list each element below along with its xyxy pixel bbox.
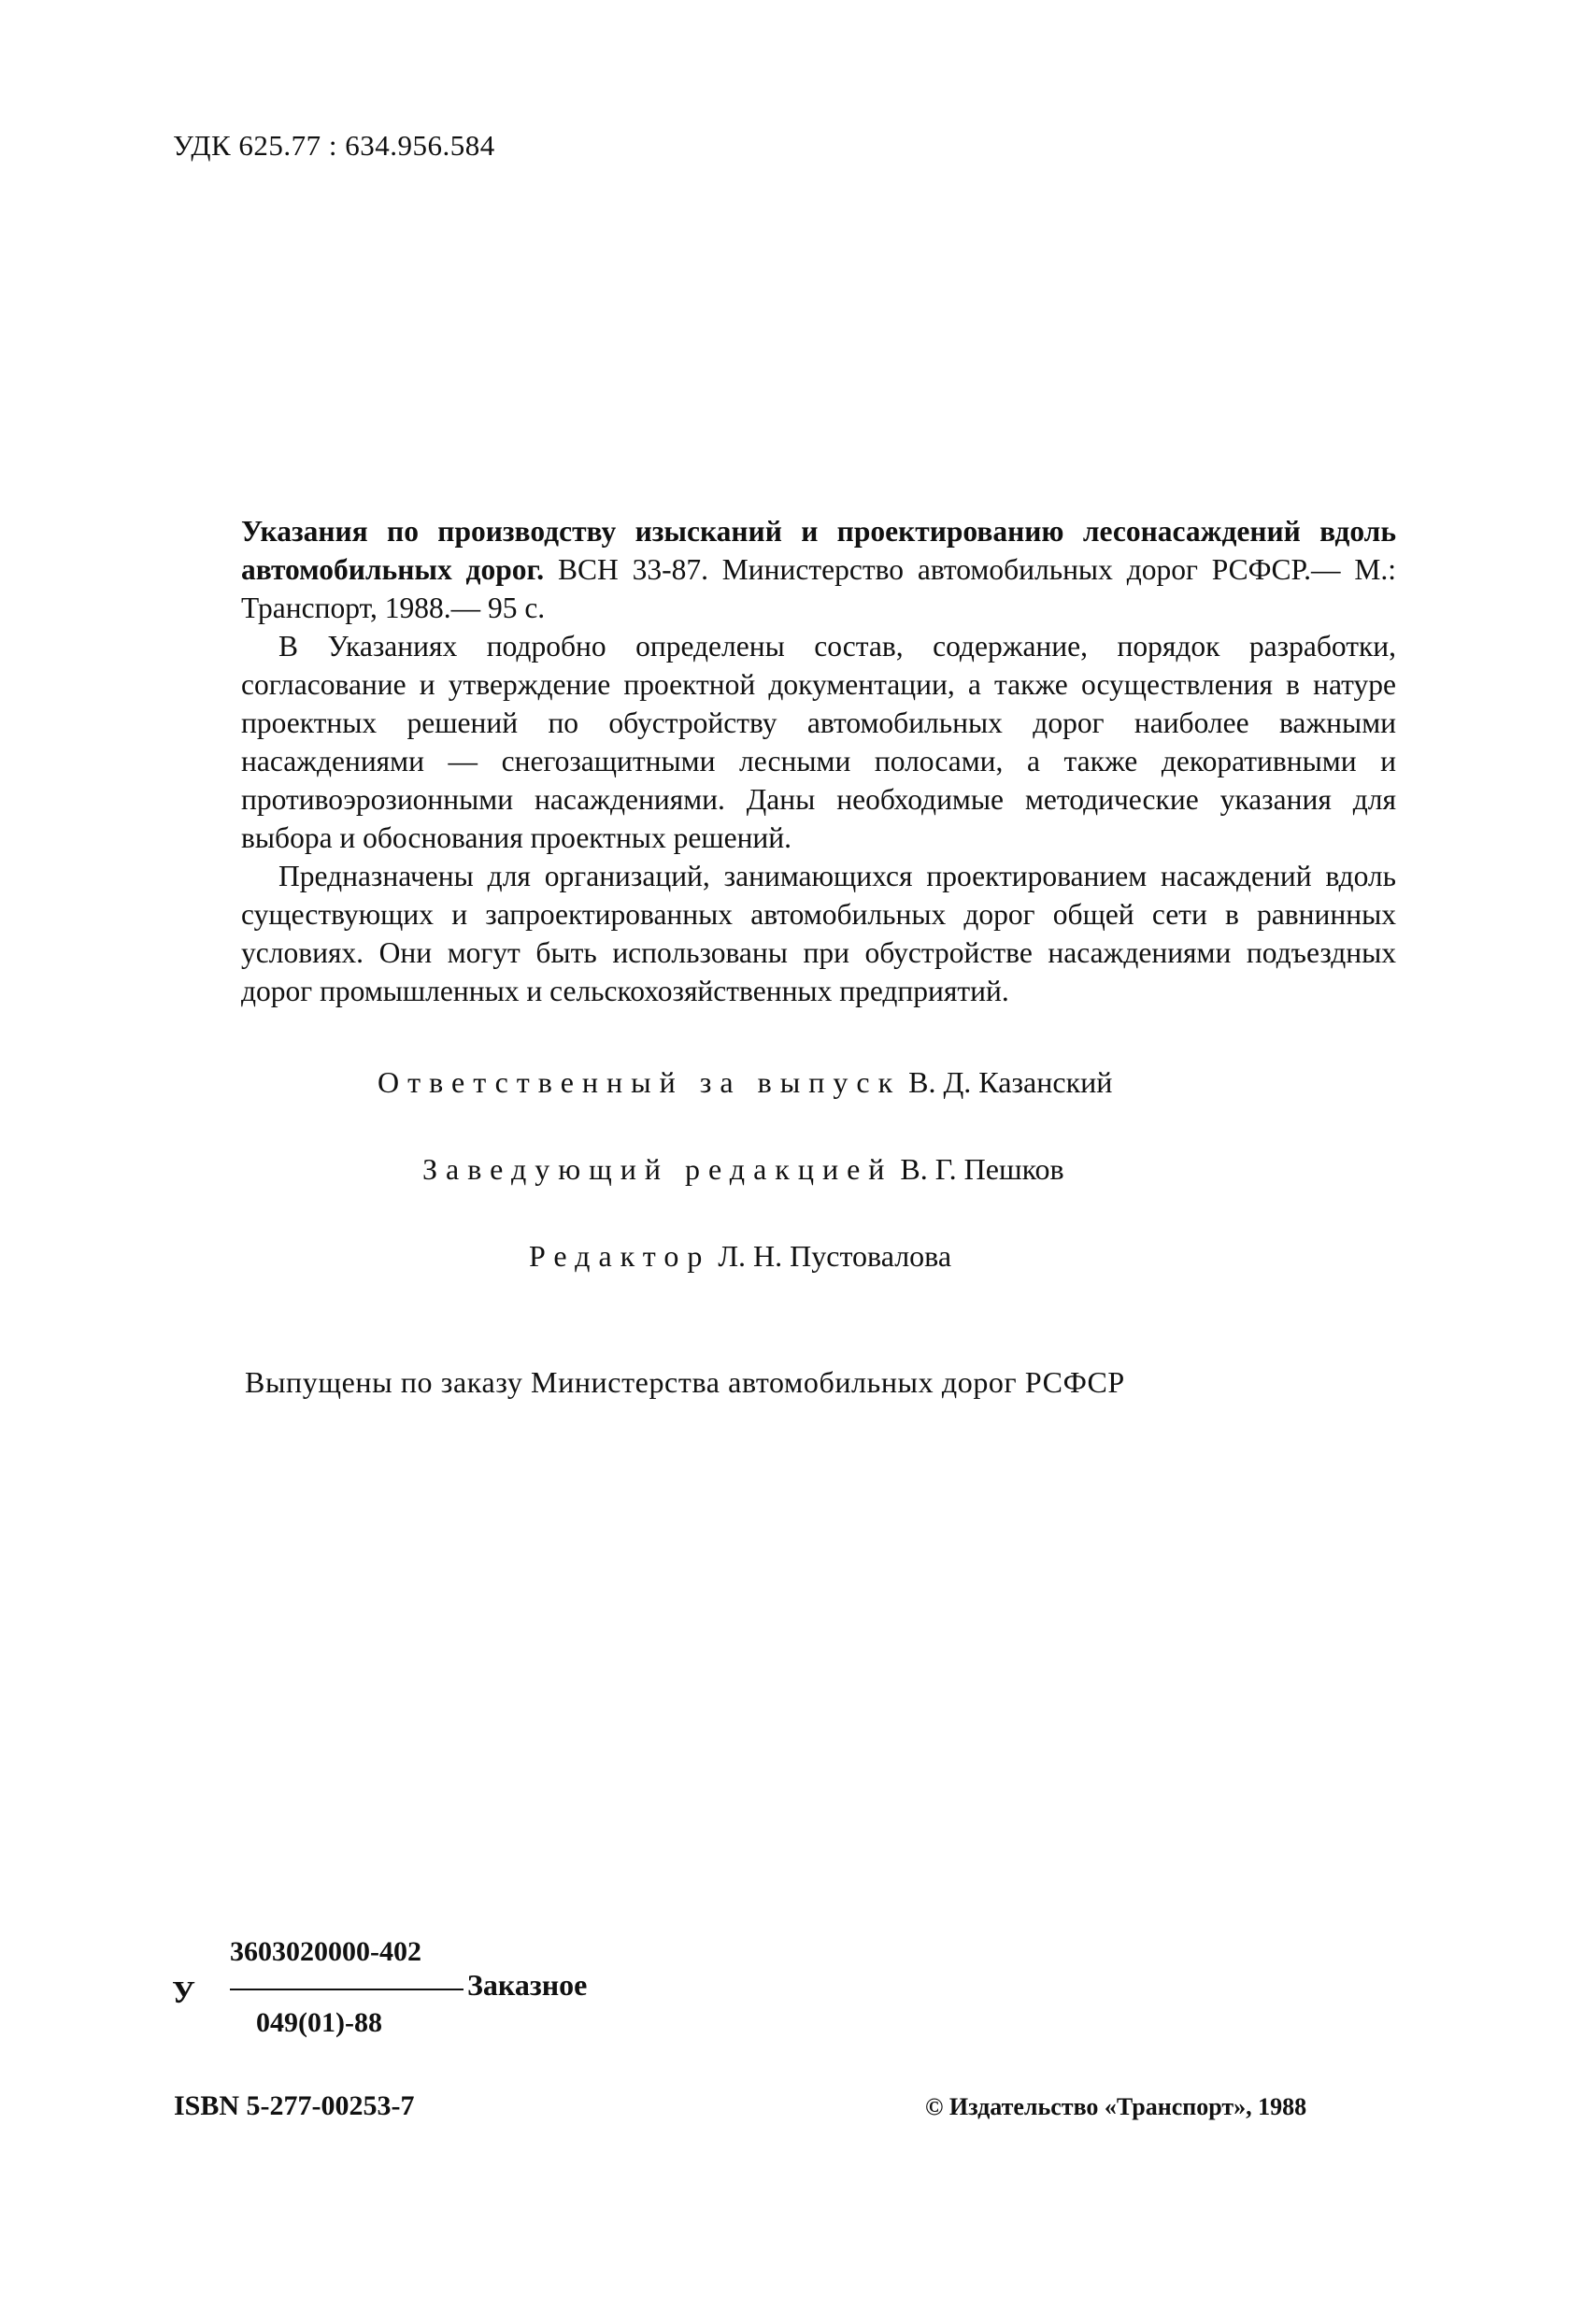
price-code-denominator: 049(01)-88 [256,2007,382,2038]
bibliographic-details: ВСН 33-87. Министерство автомобильных дорог РСФСР.— М.: Транспорт, 1988.— 95 с. [241,553,1396,624]
credit-role: Редактор [529,1239,711,1273]
bibliographic-entry [241,512,1396,627]
isbn: ISBN 5-277-00253-7 [174,2090,415,2121]
credit-role: Ответственный за выпуск [378,1065,902,1099]
annotation-block [241,512,1396,1010]
credit-person: В. Д. Казанский [908,1065,1113,1099]
annotation-paragraph-2: Предназначены для организаций, занимающихся проектированием насаждений вдоль существующих и запроектированных автомобильных дорог общей сети в равнинных условиях. Они могут быть использованы при обустройстве насаждениями подъездных дорог промышленных и сельскохозяйственных предприятий. [241,860,1396,1007]
fraction-rule [230,1989,463,1990]
credit-person: В. Г. Пешков [900,1152,1064,1186]
credit-role: Заведующий редакцией [422,1152,893,1186]
price-code-letter: У [172,1975,195,2010]
credit-editor [529,1239,951,1274]
credit-head-editor [422,1152,1064,1187]
price-code-suffix: Заказное [467,1968,588,2002]
book-title: Указания по производству изысканий и проектированию лесонасаждений вдоль автомобильных дорог. [241,515,1396,586]
annotation-paragraph-1: В Указаниях подробно определены состав, содержание, порядок разработки, согласование и утверждение проектной документации, а также осуществления в натуре проектных решений по обустройству автомобильных дорог наиболее важными насаждениями — снегозащитными лесными полосами, а также декоративными и противоэрозионными насаждениями. Даны необходимые методические указания для выбора и обоснования проектных решений. [241,630,1396,854]
price-code-numerator: 3603020000-402 [230,1936,421,1967]
credit-person: Л. Н. Пустовалова [718,1239,952,1273]
published-note: Выпущены по заказу Министерства автомобильных дорог РСФСР [245,1365,1125,1399]
price-code [172,1934,695,2056]
udk-code: УДК 625.77 : 634.956.584 [173,129,495,162]
copyright: © Издательство «Транспорт», 1988 [925,2093,1307,2120]
credit-responsible [378,1065,1112,1100]
